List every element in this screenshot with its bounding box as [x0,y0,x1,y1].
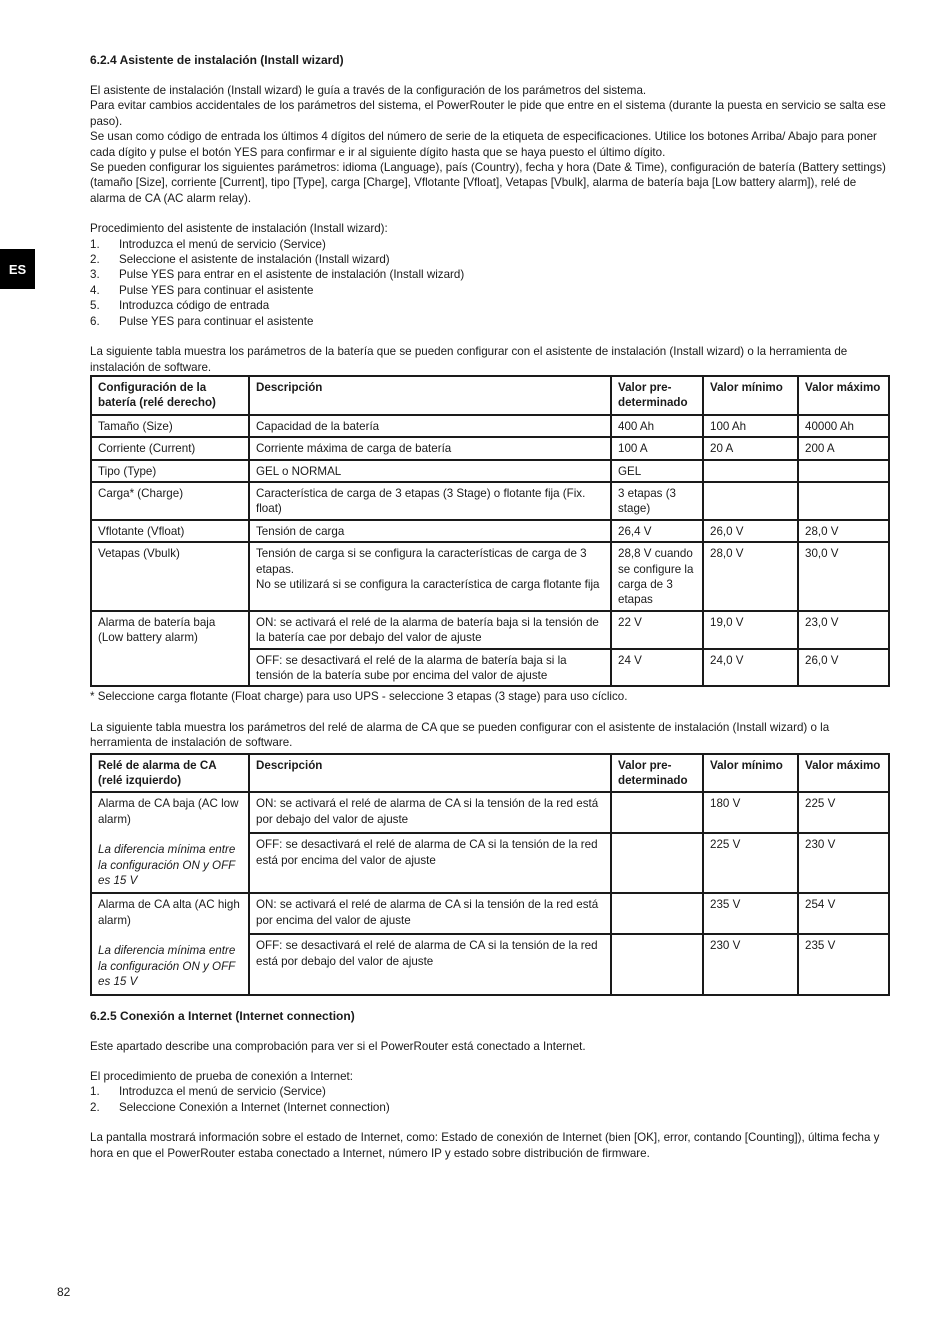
table-cell: Capacidad de la batería [249,415,611,437]
header-cell: Relé de alarma de CA (relé izquierdo) [91,754,249,793]
table-cell: 40000 Ah [798,415,889,437]
list-text: Pulse YES para entrar en el asistente de instalación (Install wizard) [119,268,465,282]
list-number: 2. [90,1100,100,1114]
table-cell: 200 A [798,437,889,459]
intro-paragraph-3: Se usan como código de entrada los últimos 4 dígitos del número de serie de la etiqueta de especificaciones. Utilice los botones Arriba/ Abajo para poner cada dígito y pulse el botón YES para confirmar e ir al siguiente dígito hasta que se haya puesto el último dígito. [90,130,877,159]
header-cell: Valor mínimo [703,376,798,415]
table-cell: 30,0 V [798,542,889,611]
list-number: 2. [90,253,100,267]
list-text: Introduzca código de entrada [119,299,270,313]
header-cell: Valor máximo [798,376,889,415]
table-row [91,520,889,542]
table-cell: 26,4 V [611,520,703,542]
table-cell: Vflotante (Vfloat) [91,520,249,542]
table-cell: Alarma de CA baja (AC low alarm) La diferencia mínima entre la configuración ON y OFF es 15 V [91,792,249,893]
table-cell: 20 A [703,437,798,459]
list-text: Seleccione Conexión a Internet (Internet connection) [119,1100,390,1114]
list-text: Introduzca el menú de servicio (Service) [119,237,326,251]
table-cell: 19,0 V [703,611,798,649]
battery-table-footnote: * Seleccione carga flotante (Float charge) para uso UPS - seleccione 3 etapas (3 stage) para uso cíclico. [90,690,628,704]
header-cell: Valor pre-determinado [611,754,703,793]
table-cell [611,833,703,893]
table-cell: Tensión de carga [249,520,611,542]
table-cell: Alarma de batería baja (Low battery alarm) [91,611,249,687]
battery-table-intro: La siguiente tabla muestra los parámetros de la batería que se pueden configurar con el asistente de instalación (Install wizard) o la herramienta de instalación de software. [90,345,848,374]
table-row [91,542,889,611]
intro-paragraph-4: Se pueden configurar los siguientes parámetros: idioma (Language), país (Country), fecha y hora (Date & Time), configuración de batería (Battery settings) (tamaño [Size], corriente [Current], tipo [Type], carga [Charge], Vflotante [Vfloat], Vetapas [Vbulk], alarma de batería baja [Low battery alarm]), relé de alarma de CA (AC alarm relay). [90,161,886,205]
header-cell: Descripción [249,376,611,415]
table-cell: 24,0 V [703,649,798,687]
list-number: 6. [90,314,100,328]
ac-low-note: La diferencia mínima entre la configuración ON y OFF es 15 V [98,843,236,888]
list-item [90,298,888,313]
ac-high-note: La diferencia mínima entre la configuración ON y OFF es 15 V [98,944,236,989]
list-item [90,283,888,298]
section-625-closing: La pantalla mostrará información sobre el estado de Internet, como: Estado de conexión de Internet (bien [OK], error, contando [Counting]), última fecha y hora en que el PowerRouter estaba conectado a Internet, número IP y estado sobre distribución de firmware. [90,1131,880,1160]
language-tab: ES [0,249,35,289]
table-cell [611,934,703,994]
table-cell: Carga* (Charge) [91,482,249,520]
table-cell: 23,0 V [798,611,889,649]
page-content [90,52,888,1161]
table-row [91,893,889,934]
table-cell: 230 V [798,833,889,893]
list-item [90,1084,888,1099]
procedure-title: Procedimiento del asistente de instalación (Install wizard): [90,222,388,236]
table-cell: 225 V [798,792,889,833]
table-cell [798,482,889,520]
table-header-row [91,754,889,793]
list-item [90,267,888,282]
table-cell: ON: se activará el relé de la alarma de batería baja si la tensión de la batería cae por debajo del valor de ajuste [249,611,611,649]
header-cell: Valor mínimo [703,754,798,793]
table-cell: 230 V [703,934,798,994]
table-cell: Alarma de CA alta (AC high alarm) La diferencia mínima entre la configuración ON y OFF es 15 V [91,893,249,994]
header-cell: Configuración de la batería (relé derecho) [91,376,249,415]
table-cell: Tipo (Type) [91,460,249,482]
table-cell: 28,8 V cuando se configure la carga de 3 etapas [611,542,703,611]
table-row [91,792,889,833]
list-number: 1. [90,1085,100,1099]
table-cell: OFF: se desactivará el relé de alarma de CA si la tensión de la red está por encima del valor de ajuste [249,833,611,893]
table-cell [611,893,703,934]
table-cell: 400 Ah [611,415,703,437]
table-cell: 28,0 V [703,542,798,611]
header-cell: Valor pre-determinado [611,376,703,415]
install-wizard-steps [90,237,888,329]
list-number: 3. [90,268,100,282]
list-item [90,252,888,267]
table-cell: ON: se activará el relé de alarma de CA si la tensión de la red está por encima del valor de ajuste [249,893,611,934]
table-cell: 235 V [798,934,889,994]
table-cell: Característica de carga de 3 etapas (3 Stage) o flotante fija (Fix. float) [249,482,611,520]
page-number: 82 [57,1285,71,1299]
section-625-heading: 6.2.5 Conexión a Internet (Internet connection) [90,1008,355,1023]
table-header-row [91,376,889,415]
ac-table-intro: La siguiente tabla muestra los parámetros del relé de alarma de CA que se pueden configurar con el asistente de instalación (Install wizard) o la herramienta de instalación de software. [90,720,830,750]
list-number: 4. [90,283,100,297]
table-cell: Tensión de carga si se configura la características de carga de 3 etapas. No se utilizará si se configura la característica de carga flotante fija [249,542,611,611]
table-cell: ON: se activará el relé de alarma de CA si la tensión de la red está por debajo del valor de ajuste [249,792,611,833]
table-cell: 100 Ah [703,415,798,437]
table-cell: 24 V [611,649,703,687]
ac-alarm-relay-table [90,753,890,996]
table-row [91,460,889,482]
table-cell [703,460,798,482]
table-cell: 3 etapas (3 stage) [611,482,703,520]
section-625-intro: Este apartado describe una comprobación para ver si el PowerRouter está conectado a Internet. [90,1039,586,1053]
table-cell: 28,0 V [798,520,889,542]
table-cell: OFF: se desactivará el relé de alarma de CA si la tensión de la red está por debajo del valor de ajuste [249,934,611,994]
table-cell: 100 A [611,437,703,459]
internet-procedure-title: El procedimiento de prueba de conexión a Internet: [90,1069,353,1083]
header-cell: Descripción [249,754,611,793]
table-cell: 26,0 V [798,649,889,687]
table-cell: 225 V [703,833,798,893]
list-text: Pulse YES para continuar el asistente [119,283,314,297]
list-number: 1. [90,237,100,251]
table-cell [798,460,889,482]
table-cell: GEL o NORMAL [249,460,611,482]
intro-paragraph-1: El asistente de instalación (Install wizard) le guía a través de la configuración de los parámetros del sistema. [90,84,647,97]
table-cell: 22 V [611,611,703,649]
list-text: Introduzca el menú de servicio (Service) [119,1085,326,1099]
table-cell [611,792,703,833]
table-cell: OFF: se desactivará el relé de la alarma de batería baja si la tensión de la batería sube por encima del valor de ajuste [249,649,611,687]
table-cell [703,482,798,520]
table-cell: 254 V [798,893,889,934]
list-text: Pulse YES para continuar el asistente [119,314,314,328]
table-cell: Corriente (Current) [91,437,249,459]
list-item [90,237,888,252]
intro-paragraph-2: Para evitar cambios accidentales de los parámetros del sistema, el PowerRouter le pide que entre en el sistema (durante la puesta en servicio se salta ese paso). [90,99,886,128]
list-text: Seleccione el asistente de instalación (Install wizard) [119,253,390,267]
list-item [90,1100,888,1115]
table-row [91,437,889,459]
table-cell: 235 V [703,893,798,934]
table-row [91,482,889,520]
table-row [91,611,889,649]
list-item [90,314,888,329]
table-cell: 26,0 V [703,520,798,542]
table-row [91,415,889,437]
battery-settings-table [90,375,890,688]
table-cell: 180 V [703,792,798,833]
table-cell: GEL [611,460,703,482]
table-cell: Tamaño (Size) [91,415,249,437]
section-624-heading: 6.2.4 Asistente de instalación (Install wizard) [90,53,344,67]
table-cell: Corriente máxima de carga de batería [249,437,611,459]
internet-steps [90,1084,888,1115]
table-cell: Vetapas (Vbulk) [91,542,249,611]
list-number: 5. [90,299,100,313]
header-cell: Valor máximo [798,754,889,793]
